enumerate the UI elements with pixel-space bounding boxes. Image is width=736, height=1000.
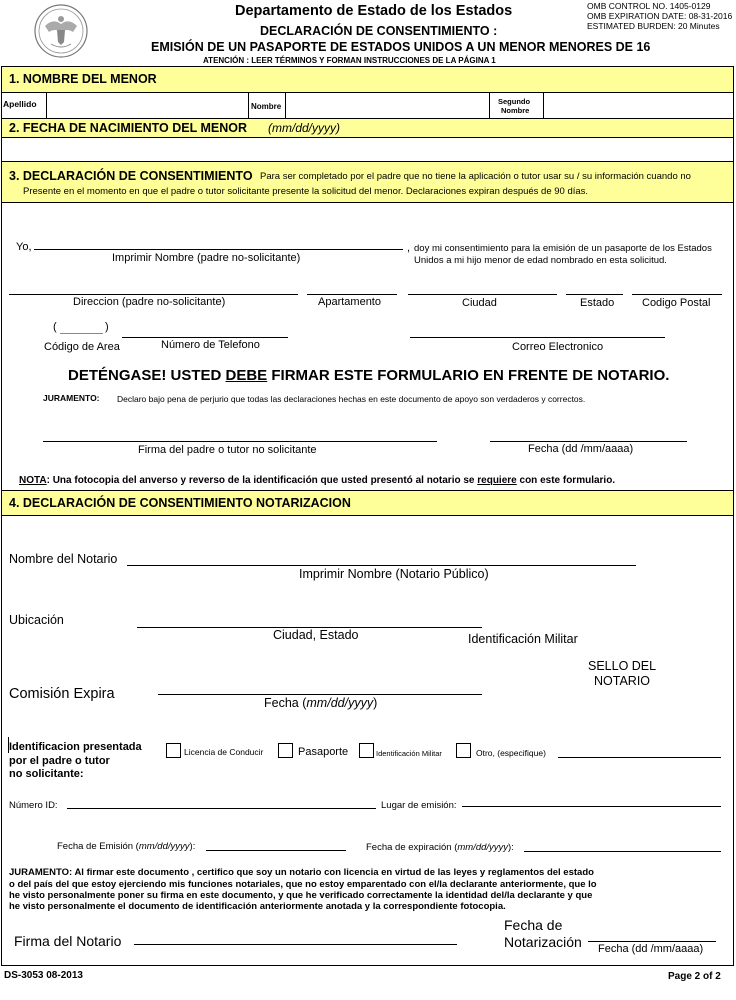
consent-line2: Unidos a mi hijo menor de edad nombrado en esta solicitud. — [414, 255, 667, 266]
header-attention: ATENCIÓN : LEER TÉRMINOS Y FORMAN INSTRUCCIONES DE LA PÁGINA 1 — [203, 56, 496, 65]
parent-signature-line[interactable] — [43, 441, 437, 442]
label-nombre-notario: Nombre del Notario — [9, 552, 118, 566]
nombre-field[interactable] — [286, 94, 489, 117]
header-department: Departamento de Estado de los Estados — [235, 3, 513, 19]
area-code-line[interactable] — [60, 333, 103, 334]
label-segundo-nombre: Nombre — [501, 106, 530, 115]
estado-line[interactable] — [566, 294, 623, 295]
expiracion-b: mm/dd/yyyy — [457, 842, 509, 853]
divider — [489, 93, 490, 118]
emision-c: ): — [189, 841, 196, 852]
section2-title: 2. FECHA DE NACIMIENTO DEL MENOR — [9, 121, 247, 135]
omb-control: OMB CONTROL NO. 1405-0129 — [587, 1, 711, 11]
label-correo: Correo Electronico — [512, 341, 604, 353]
direccion-line[interactable] — [9, 294, 298, 295]
omb-expiration: OMB EXPIRATION DATE: 08-31-2016 — [587, 11, 733, 21]
lugar-line[interactable] — [462, 806, 721, 807]
parent-name-line[interactable] — [34, 249, 403, 250]
notary-oath-line2: o del país del que estoy ejerciendo mis funciones notariales, que no estoy emparentado con el/la declarante anteriormente, que lo — [9, 879, 597, 890]
section1-title: 1. NOMBRE DEL MENOR — [9, 72, 157, 86]
comision-line[interactable] — [158, 694, 482, 695]
id-label-line2: por el padre o tutor — [9, 755, 110, 767]
form-number: DS-3053 08-2013 — [4, 970, 83, 981]
label-sello: SELLO DEL — [588, 659, 657, 673]
label-firma-padre: Firma del padre o tutor no solicitante — [138, 444, 317, 456]
id-label-line3: no solicitante: — [9, 768, 84, 780]
comision-fecha-c: ) — [373, 696, 378, 710]
checkbox-pasaporte[interactable] — [278, 743, 293, 758]
expiracion-a: Fecha de expiración ( — [366, 842, 458, 853]
nota-label: NOTA — [19, 475, 47, 486]
segundo-nombre-field[interactable] — [544, 94, 733, 117]
section4-header — [1, 490, 734, 516]
notary-oath-line1: JURAMENTO: Al firmar este documento , certifico que soy un notario con licencia en virtud de las leyes y reglamentos del estado — [9, 867, 594, 878]
label-apartamento: Apartamento — [318, 296, 381, 308]
label-comision: Comisión Expira — [9, 686, 115, 702]
label-fecha-emision — [57, 841, 195, 852]
section3-desc-line2: Presente en el momento en que el padre o tutor solicitante presente la solicitud del menor. Declaraciones expiran después de 90 días. — [23, 186, 589, 197]
section2-header — [1, 118, 734, 138]
page-number: Page 2 of 2 — [668, 971, 721, 982]
header-title-line2: EMISIÓN DE UN PASAPORTE DE ESTADOS UNIDOS A UN MENOR MENORES DE 16 — [151, 40, 651, 54]
omb-burden: ESTIMATED BURDEN: 20 Minutes — [587, 21, 720, 31]
notario-name-line[interactable] — [127, 565, 636, 566]
label-telefono: Número de Telefono — [161, 339, 260, 351]
paren-open: ( — [53, 321, 57, 333]
nota — [19, 475, 615, 486]
checkbox-licencia[interactable] — [166, 743, 181, 758]
section2-format: (mm/dd/yyyy) — [268, 121, 340, 135]
label-notario-seal: NOTARIO — [594, 674, 651, 688]
fecha-emision-line[interactable] — [206, 850, 346, 851]
fecha-nacimiento-field[interactable] — [2, 139, 733, 161]
correo-line[interactable] — [410, 337, 665, 338]
label-ciudad-estado: Ciudad, Estado — [273, 628, 359, 642]
apellido-field[interactable] — [47, 94, 248, 117]
label-firma-notario: Firma del Notario — [14, 933, 122, 949]
postal-line[interactable] — [632, 294, 722, 295]
checkbox-militar[interactable] — [359, 743, 374, 758]
divider — [248, 93, 249, 118]
id-label-line1: Identificacion presentada — [9, 741, 142, 753]
ciudad-line[interactable] — [408, 294, 557, 295]
label-codigo-area: Código de Area — [44, 341, 120, 353]
checkbox-otro[interactable] — [456, 743, 471, 758]
section4-title: 4. DECLARACIÓN DE CONSENTIMIENTO NOTARIZACION — [9, 496, 351, 510]
label-identificacion-militar: Identificación Militar — [468, 632, 578, 646]
header-title-line1: DECLARACIÓN DE CONSENTIMIENTO : — [260, 24, 498, 38]
label-nombre: Nombre — [251, 102, 282, 111]
label-notario-print: Imprimir Nombre (Notario Público) — [299, 567, 489, 581]
label-comision-fecha — [264, 696, 377, 710]
oath-text: Declaro bajo pena de perjurio que todas las declaraciones hechas en este documento de apoyo son verdaderos y correctos. — [117, 394, 586, 404]
notary-signature-line[interactable] — [134, 944, 457, 945]
label-estado: Estado — [580, 297, 615, 309]
label-pasaporte: Pasaporte — [298, 746, 349, 758]
label-codigo-postal: Codigo Postal — [642, 297, 711, 309]
label-apellido: Apellido — [3, 99, 37, 109]
notarizacion-date-line[interactable] — [588, 941, 716, 942]
label-otro: Otro, (especifique) — [476, 748, 546, 758]
section1-header — [1, 66, 734, 93]
label-yo: Yo, — [16, 241, 32, 253]
numero-id-line[interactable] — [67, 808, 376, 809]
label-print-name: Imprimir Nombre (padre no-solicitante) — [112, 252, 301, 264]
section3-header — [1, 161, 734, 203]
label-fecha-de: Fecha de — [504, 917, 563, 933]
label-licencia: Licencia de Conducir — [184, 747, 264, 757]
paren-close: ) — [105, 321, 109, 333]
label-notarizacion-fecha: Fecha (dd /mm/aaaa) — [598, 943, 704, 955]
consent-line1: doy mi consentimiento para la emisión de un pasaporte de los Estados — [414, 243, 712, 254]
nota-text-a: : Una fotocopia del anverso y reverso de la identificación que usted presentó al notario se — [46, 475, 478, 486]
section3-title: 3. DECLARACIÓN DE CONSENTIMIENTO — [9, 169, 253, 183]
stop-warning — [68, 367, 669, 384]
fecha-expiracion-line[interactable] — [524, 851, 721, 852]
comision-fecha-b: mm/dd/yyyy — [306, 696, 374, 710]
expiracion-c: ): — [508, 842, 514, 853]
oath-label: JURAMENTO: — [43, 393, 100, 403]
stop-warning-a: DETÉNGASE! USTED — [68, 367, 226, 384]
parent-date-line[interactable] — [490, 441, 687, 442]
comision-fecha-a: Fecha ( — [264, 696, 307, 710]
apartamento-line[interactable] — [307, 294, 397, 295]
label-segundo: Segundo — [498, 97, 531, 106]
department-seal-icon — [33, 2, 89, 60]
nota-text-c: con este formulario. — [516, 475, 616, 486]
section3-desc-line1: Para ser completado por el padre que no tiene la aplicación o tutor usar su / su información cuando no — [260, 171, 691, 182]
label-notarizacion: Notarización — [504, 934, 582, 950]
label-direccion: Direccion (padre no-solicitante) — [73, 296, 226, 308]
emision-a: Fecha de Emisión ( — [57, 841, 139, 852]
comma: , — [407, 242, 411, 254]
notary-oath-line3: he visto personalmente poner su firma en este documento, y que he verificado correctamente la identidad del/la declarante y que — [9, 890, 593, 901]
label-fecha-expiracion — [366, 842, 514, 853]
otro-especifique-line[interactable] — [558, 757, 721, 758]
nota-text-b: requiere — [477, 475, 517, 486]
label-ciudad: Ciudad — [462, 297, 497, 309]
notary-oath-line4: he visto personalmente el documento de identificación anteriormente anotada y la correspondiente fotocopia. — [9, 901, 506, 912]
label-ubicacion: Ubicación — [9, 613, 64, 627]
label-numero-id: Número ID: — [9, 800, 58, 811]
label-lugar: Lugar de emisión: — [381, 800, 457, 811]
emision-b: mm/dd/yyyy — [138, 841, 190, 852]
telefono-line[interactable] — [122, 337, 288, 338]
stop-warning-b: DEBE — [225, 367, 268, 384]
label-fecha-padre: Fecha (dd /mm/aaaa) — [528, 443, 634, 455]
label-militar: Identificación Militar — [376, 749, 442, 758]
stop-warning-c: FIRMAR ESTE FORMULARIO EN FRENTE DE NOTARIO. — [267, 367, 670, 384]
